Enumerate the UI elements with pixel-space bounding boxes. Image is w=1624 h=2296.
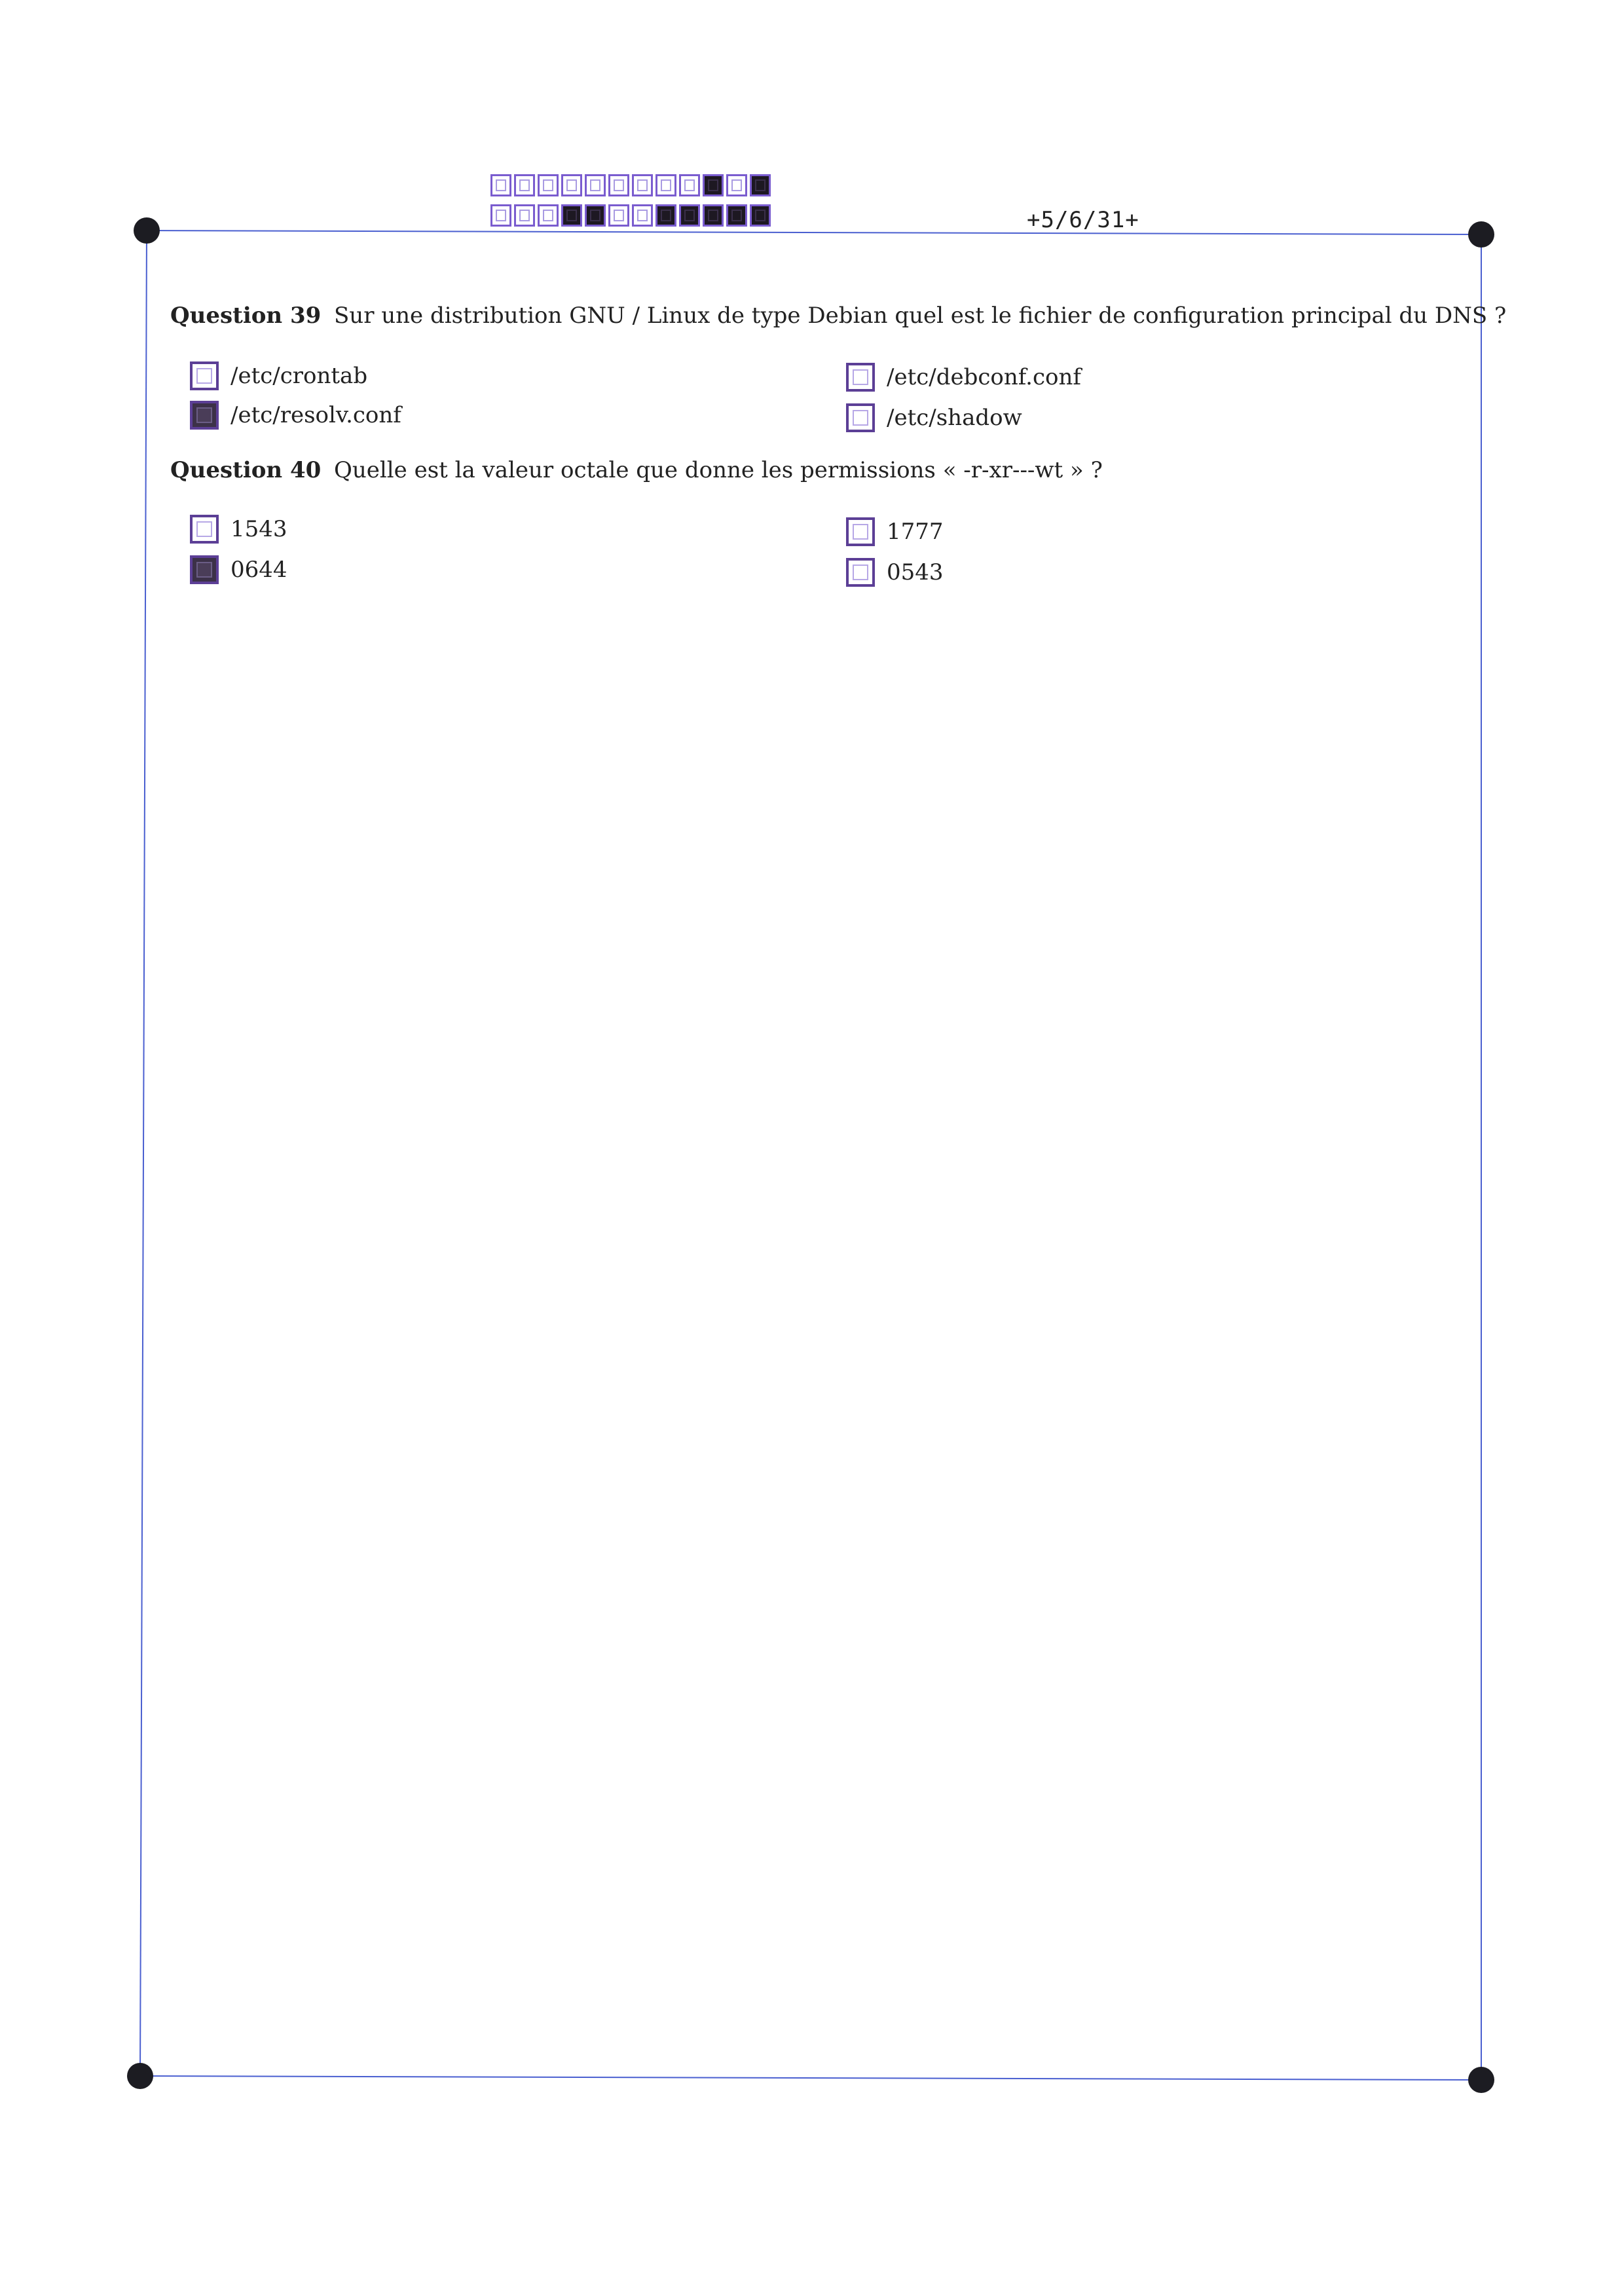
- page-id: +5/6/31+: [1027, 207, 1139, 233]
- code-cell-filled: [703, 174, 724, 196]
- frame-left-line: [140, 231, 147, 2076]
- checkbox[interactable]: [190, 555, 219, 584]
- option-label: 0644: [231, 557, 287, 583]
- code-cell-empty: [679, 174, 700, 196]
- code-cell-empty: [490, 174, 511, 196]
- code-cell-filled: [655, 204, 676, 227]
- q40-option-0644[interactable]: [190, 555, 287, 584]
- q40-option-1543[interactable]: [190, 515, 287, 544]
- checkbox[interactable]: [190, 361, 219, 390]
- code-cell-empty: [514, 204, 535, 227]
- code-cell-empty: [538, 174, 559, 196]
- option-label: /etc/crontab: [231, 363, 368, 389]
- code-cell-empty: [726, 174, 747, 196]
- option-label: /etc/debconf.conf: [887, 364, 1081, 390]
- code-cell-empty: [655, 174, 676, 196]
- code-cell-empty: [514, 174, 535, 196]
- code-cell-filled: [726, 204, 747, 227]
- question-40-label: Question 40: [170, 457, 322, 483]
- code-cell-filled: [679, 204, 700, 227]
- code-cell-empty: [490, 204, 511, 227]
- frame-bottom-line: [140, 2076, 1481, 2080]
- checkbox[interactable]: [190, 515, 219, 544]
- checkbox[interactable]: [846, 517, 875, 546]
- option-label: /etc/resolv.conf: [231, 402, 401, 428]
- corner-marker-top-left: [134, 217, 160, 244]
- option-label: 1777: [887, 519, 944, 545]
- code-cell-filled: [585, 204, 606, 227]
- checkbox[interactable]: [190, 401, 219, 430]
- code-cell-filled: [703, 204, 724, 227]
- code-cell-empty: [608, 204, 629, 227]
- question-39-label: Question 39: [170, 303, 322, 329]
- code-cell-filled: [561, 204, 582, 227]
- question-40-text: Quelle est la valeur octale que donne les permissions « -r-xr---wt » ?: [334, 457, 1103, 483]
- corner-marker-bottom-left: [127, 2063, 153, 2089]
- q39-option-debconf-conf[interactable]: [846, 363, 1081, 392]
- code-cell-empty: [632, 204, 653, 227]
- frame-top-line: [147, 231, 1481, 234]
- q39-option-resolv-conf[interactable]: [190, 401, 401, 430]
- code-cell-empty: [561, 174, 582, 196]
- checkbox[interactable]: [846, 403, 875, 432]
- checkbox[interactable]: [846, 558, 875, 587]
- corner-marker-bottom-right: [1468, 2067, 1494, 2093]
- checkbox[interactable]: [846, 363, 875, 392]
- code-cell-empty: [608, 174, 629, 196]
- binary-code-row-1: [490, 174, 773, 196]
- q39-option-crontab[interactable]: [190, 361, 367, 390]
- option-label: 1543: [231, 516, 287, 542]
- code-cell-filled: [750, 174, 771, 196]
- binary-code-row-2: [490, 204, 773, 227]
- q40-option-1777[interactable]: [846, 517, 944, 546]
- code-cell-empty: [585, 174, 606, 196]
- question-39-text: Sur une distribution GNU / Linux de type Debian quel est le fichier de configuration principal du DNS ?: [334, 303, 1507, 329]
- corner-marker-top-right: [1468, 221, 1494, 248]
- option-label: /etc/shadow: [887, 405, 1022, 431]
- code-cell-filled: [750, 204, 771, 227]
- option-label: 0543: [887, 559, 944, 585]
- q39-option-shadow[interactable]: [846, 403, 1022, 432]
- code-cell-empty: [632, 174, 653, 196]
- code-cell-empty: [538, 204, 559, 227]
- q40-option-0543[interactable]: [846, 558, 944, 587]
